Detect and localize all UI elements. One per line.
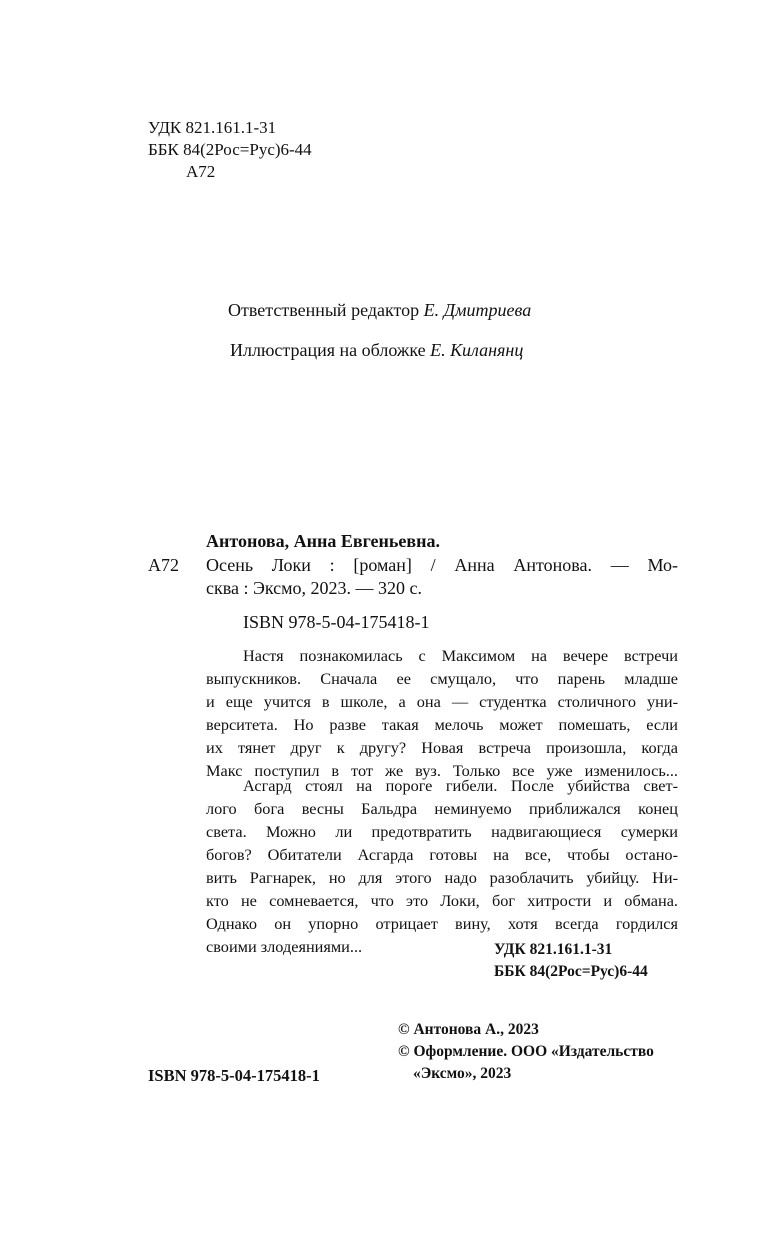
record-title-line2: сква : Эксмо, 2023. — 320 с.: [206, 578, 423, 598]
isbn-bottom: ISBN 978-5-04-175418-1: [148, 1066, 320, 1085]
annotation-line: Однако он упорно отрицает вину, хотя всегда гордился: [206, 914, 678, 933]
annotation-line: своими злодеяниями...: [206, 937, 363, 956]
copyright-design: © Оформление. ООО «Издательство: [398, 1043, 654, 1060]
annotation-line: выпускников. Сначала ее смущало, что парень младше: [206, 669, 678, 688]
author-sign-top: А72: [186, 162, 216, 181]
bbk-code-top: ББК 84(2Рос=Рус)6-44: [148, 140, 312, 159]
bbk-code-bottom: ББК 84(2Рос=Рус)6-44: [494, 963, 648, 980]
editor-credit: [228, 298, 531, 322]
annotation-line: лого бога весны Бальдра неминуемо приближался конец: [206, 799, 678, 818]
illustration-credit: [230, 338, 523, 362]
illustration-label: Иллюстрация на обложке: [230, 340, 426, 360]
udk-code-bottom: УДК 821.161.1-31: [494, 941, 613, 958]
annotation-line: Макс поступил в тот же вуз. Только все уже изменилось...: [206, 761, 678, 780]
annotation-line: кто не сомневается, что это Локи, бог хитрости и обмана.: [206, 891, 678, 910]
copyright-publisher: «Эксмо», 2023: [413, 1065, 512, 1082]
record-isbn: ISBN 978-5-04-175418-1: [243, 612, 430, 632]
annotation-line: их тянет друг к другу? Новая встреча произошла, когда: [206, 738, 678, 757]
annotation-paragraph-2: [206, 774, 678, 958]
annotation-line: и еще учится в школе, а она — студентка столичного уни-: [206, 692, 678, 711]
illustration-name: Е. Киланянц: [430, 340, 524, 360]
annotation-line: Асгард стоял на пороге гибели. После убийства свет-: [243, 776, 678, 795]
udk-code-top: УДК 821.161.1-31: [148, 118, 277, 137]
editor-name: Е. Дмитриева: [423, 300, 532, 320]
annotation-line: вить Рагнарек, но для этого надо разоблачить убийцу. Ни-: [206, 868, 678, 887]
annotation-line: света. Можно ли предотвратить надвигающиеся сумерки: [206, 822, 678, 841]
annotation-line: богов? Обитатели Асгарда готовы на все, чтобы остано-: [206, 845, 678, 864]
record-sign: А72: [148, 555, 179, 575]
record-author: Антонова, Анна Евгеньевна.: [206, 531, 440, 551]
copyright-author: © Антонова А., 2023: [398, 1021, 539, 1038]
editor-label: Ответственный редактор: [228, 300, 420, 320]
annotation-paragraph-1: [206, 644, 678, 782]
annotation-line: Настя познакомилась с Максимом на вечере встречи: [243, 646, 678, 665]
annotation-line: верситета. Но разве такая мелочь может помешать, если: [206, 715, 678, 734]
record-title-line1: Осень Локи : [роман] / Анна Антонова. — Мо-: [206, 555, 678, 575]
